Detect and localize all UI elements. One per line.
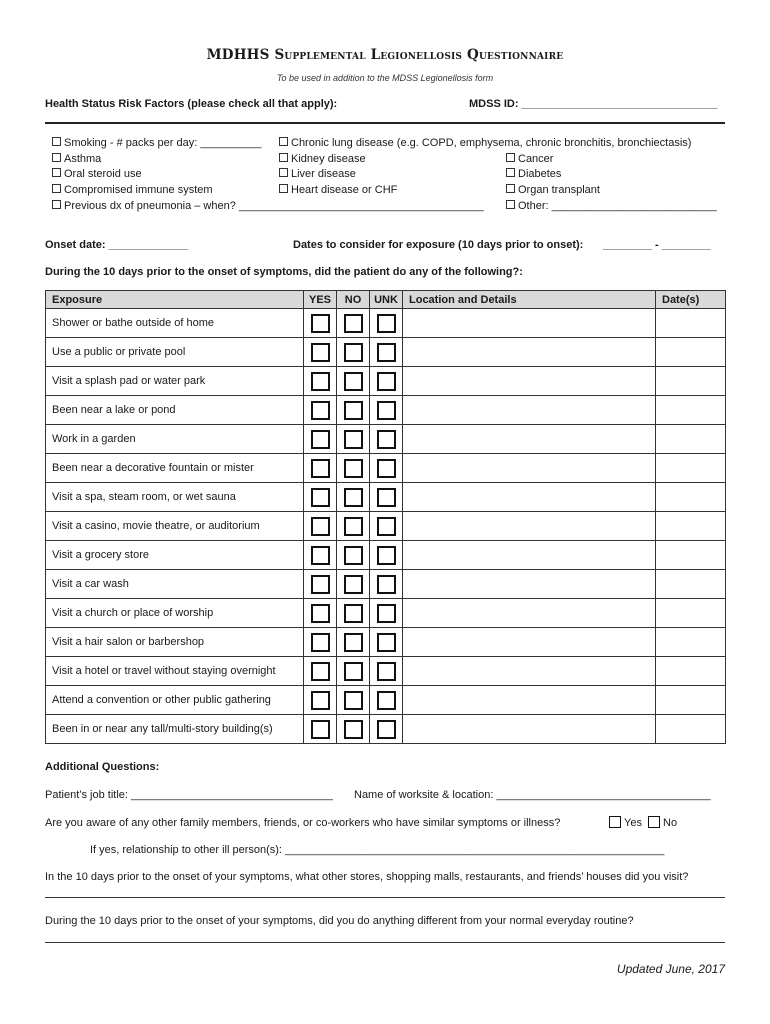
- checkbox-icon[interactable]: [506, 168, 515, 177]
- exposure-label: Visit a spa, steam room, or wet sauna: [46, 483, 304, 512]
- yes-cell: [304, 715, 337, 744]
- no-cell: [337, 425, 370, 454]
- yes-checkbox[interactable]: [311, 459, 330, 478]
- col-exposure: Exposure: [46, 291, 304, 309]
- yes-cell: [304, 686, 337, 715]
- checkbox-icon[interactable]: [52, 168, 61, 177]
- col-unk: UNK: [370, 291, 403, 309]
- dates-cell[interactable]: [656, 715, 726, 744]
- unk-cell: [370, 599, 403, 628]
- dates-cell[interactable]: [656, 338, 726, 367]
- table-row: [46, 512, 726, 541]
- exposure-dates-field[interactable]: ________ - ________: [603, 239, 711, 251]
- yes-checkbox[interactable]: [311, 633, 330, 652]
- no-checkbox[interactable]: [344, 575, 363, 594]
- table-row: [46, 541, 726, 570]
- unk-cell: [370, 425, 403, 454]
- stores-question: In the 10 days prior to the onset of your symptoms, what other stores, shopping malls, restaurants, and friends’ houses did you visit?: [45, 871, 689, 883]
- table-row: [46, 338, 726, 367]
- onset-date-field[interactable]: Onset date: _____________: [45, 239, 189, 251]
- checkbox-icon[interactable]: [279, 137, 288, 146]
- yes-cell: [304, 396, 337, 425]
- unk-cell: [370, 338, 403, 367]
- unk-cell: [370, 454, 403, 483]
- no-cell: [337, 454, 370, 483]
- location-details-cell[interactable]: [403, 425, 656, 454]
- dates-cell[interactable]: [656, 309, 726, 338]
- relationship-field[interactable]: If yes, relationship to other ill person(s): ______________________________________________________________: [90, 844, 665, 856]
- page-subtitle: To be used in addition to the MDSS Legionellosis form: [276, 73, 494, 83]
- no-checkbox[interactable]: [344, 691, 363, 710]
- risk-lung-disease[interactable]: Chronic lung disease (e.g. COPD, emphysema, chronic bronchitis, bronchiectasis): [279, 137, 691, 149]
- location-details-cell[interactable]: [403, 512, 656, 541]
- risk-liver[interactable]: Liver disease: [279, 168, 356, 180]
- dates-cell[interactable]: [656, 599, 726, 628]
- exposure-dates-label: Dates to consider for exposure (10 days prior to onset):: [293, 239, 584, 251]
- no-cell: [337, 715, 370, 744]
- risk-immune[interactable]: Compromised immune system: [52, 184, 213, 196]
- location-details-cell[interactable]: [403, 657, 656, 686]
- unk-checkbox[interactable]: [377, 720, 396, 739]
- exposure-label: Shower or bathe outside of home: [46, 309, 304, 338]
- no-cell: [337, 338, 370, 367]
- exposure-label: Been near a lake or pond: [46, 396, 304, 425]
- table-row: [46, 396, 726, 425]
- risk-asthma[interactable]: Asthma: [52, 153, 101, 165]
- exposure-label: Visit a grocery store: [46, 541, 304, 570]
- no-checkbox[interactable]: [344, 314, 363, 333]
- no-checkbox[interactable]: [344, 488, 363, 507]
- no-checkbox[interactable]: [344, 633, 363, 652]
- checkbox-icon[interactable]: [648, 816, 660, 828]
- page-title: MDHHS Supplemental Legionellosis Questionnaire: [206, 47, 564, 63]
- exposure-label: Been in or near any tall/multi-story building(s): [46, 715, 304, 744]
- yes-cell: [304, 512, 337, 541]
- dates-cell[interactable]: [656, 512, 726, 541]
- checkbox-icon[interactable]: [279, 184, 288, 193]
- yes-checkbox[interactable]: [311, 430, 330, 449]
- job-title-field[interactable]: Patient’s job title: _________________________________: [45, 789, 333, 801]
- dates-cell[interactable]: [656, 628, 726, 657]
- yes-checkbox[interactable]: [311, 546, 330, 565]
- checkbox-icon[interactable]: [506, 153, 515, 162]
- yes-checkbox[interactable]: [311, 401, 330, 420]
- risk-smoking[interactable]: Smoking - # packs per day: __________: [52, 137, 262, 149]
- exposure-label: Visit a hotel or travel without staying overnight: [46, 657, 304, 686]
- unk-checkbox[interactable]: [377, 604, 396, 623]
- health-status-heading: Health Status Risk Factors (please check all that apply):: [45, 98, 338, 110]
- unk-cell: [370, 657, 403, 686]
- no-cell: [337, 512, 370, 541]
- checkbox-icon[interactable]: [52, 184, 61, 193]
- location-details-cell[interactable]: [403, 570, 656, 599]
- yes-checkbox[interactable]: [311, 604, 330, 623]
- no-checkbox[interactable]: [344, 720, 363, 739]
- dates-cell[interactable]: [656, 367, 726, 396]
- exposure-label: Visit a car wash: [46, 570, 304, 599]
- dates-cell[interactable]: [656, 483, 726, 512]
- unk-checkbox[interactable]: [377, 459, 396, 478]
- yes-cell: [304, 599, 337, 628]
- dates-cell[interactable]: [656, 396, 726, 425]
- col-yes: YES: [304, 291, 337, 309]
- checkbox-icon[interactable]: [506, 200, 515, 209]
- no-cell: [337, 686, 370, 715]
- table-row: [46, 570, 726, 599]
- risk-diabetes[interactable]: Diabetes: [506, 168, 561, 180]
- location-details-cell[interactable]: [403, 338, 656, 367]
- table-row: [46, 367, 726, 396]
- similar-symptoms-question: Are you aware of any other family members, friends, or co-workers who have similar symptoms or illness?: [45, 817, 561, 829]
- yes-checkbox[interactable]: [311, 662, 330, 681]
- checkbox-icon[interactable]: [52, 153, 61, 162]
- no-cell: [337, 628, 370, 657]
- no-cell: [337, 483, 370, 512]
- risk-pneumonia[interactable]: Previous dx of pneumonia – when? ________________________________________: [52, 200, 484, 212]
- dates-cell[interactable]: [656, 425, 726, 454]
- yes-cell: [304, 367, 337, 396]
- checkbox-icon[interactable]: [609, 816, 621, 828]
- dates-cell[interactable]: [656, 541, 726, 570]
- no-cell: [337, 657, 370, 686]
- exposure-table: [45, 290, 726, 744]
- risk-organ-transplant[interactable]: Organ transplant: [506, 184, 600, 196]
- exposure-label: Work in a garden: [46, 425, 304, 454]
- worksite-field[interactable]: Name of worksite & location: ___________________________________: [354, 789, 711, 801]
- no-checkbox[interactable]: [344, 372, 363, 391]
- mdss-id-field[interactable]: MDSS ID: ________________________________: [469, 98, 718, 110]
- yes-cell: [304, 454, 337, 483]
- unk-checkbox[interactable]: [377, 546, 396, 565]
- unk-checkbox[interactable]: [377, 517, 396, 536]
- dates-cell[interactable]: [656, 657, 726, 686]
- unk-cell: [370, 396, 403, 425]
- table-row: [46, 309, 726, 338]
- no-cell: [337, 541, 370, 570]
- risk-other[interactable]: Other: ___________________________: [506, 200, 717, 212]
- yes-checkbox[interactable]: [311, 575, 330, 594]
- dates-cell[interactable]: [656, 454, 726, 483]
- table-row: [46, 454, 726, 483]
- stores-answer-line[interactable]: [45, 897, 725, 898]
- unk-checkbox[interactable]: [377, 401, 396, 420]
- checkbox-icon[interactable]: [279, 168, 288, 177]
- unk-cell: [370, 483, 403, 512]
- no-checkbox[interactable]: [344, 343, 363, 362]
- unk-checkbox[interactable]: [377, 691, 396, 710]
- yes-cell: [304, 425, 337, 454]
- no-checkbox[interactable]: [344, 546, 363, 565]
- exposure-label: Use a public or private pool: [46, 338, 304, 367]
- unk-cell: [370, 570, 403, 599]
- location-details-cell[interactable]: [403, 628, 656, 657]
- dates-cell[interactable]: [656, 570, 726, 599]
- unk-checkbox[interactable]: [377, 662, 396, 681]
- unk-checkbox[interactable]: [377, 343, 396, 362]
- no-checkbox[interactable]: [344, 459, 363, 478]
- yes-option[interactable]: Yes: [609, 816, 642, 829]
- location-details-cell[interactable]: [403, 483, 656, 512]
- unk-cell: [370, 628, 403, 657]
- dates-cell[interactable]: [656, 686, 726, 715]
- unk-checkbox[interactable]: [377, 575, 396, 594]
- yes-checkbox[interactable]: [311, 314, 330, 333]
- table-row: [46, 599, 726, 628]
- checkbox-icon[interactable]: [279, 153, 288, 162]
- no-checkbox[interactable]: [344, 430, 363, 449]
- yes-checkbox[interactable]: [311, 517, 330, 536]
- table-row: [46, 686, 726, 715]
- no-cell: [337, 309, 370, 338]
- exposure-label: Visit a church or place of worship: [46, 599, 304, 628]
- unk-cell: [370, 686, 403, 715]
- no-cell: [337, 367, 370, 396]
- unk-checkbox[interactable]: [377, 488, 396, 507]
- no-checkbox[interactable]: [344, 517, 363, 536]
- risk-oral-steroid[interactable]: Oral steroid use: [52, 168, 142, 180]
- unk-cell: [370, 541, 403, 570]
- unk-cell: [370, 367, 403, 396]
- yes-cell: [304, 483, 337, 512]
- yes-cell: [304, 541, 337, 570]
- risk-cancer[interactable]: Cancer: [506, 153, 553, 165]
- risk-heart[interactable]: Heart disease or CHF: [279, 184, 397, 196]
- no-cell: [337, 396, 370, 425]
- table-row: [46, 425, 726, 454]
- table-body: [46, 309, 726, 744]
- no-checkbox[interactable]: [344, 401, 363, 420]
- checkbox-icon[interactable]: [52, 137, 61, 146]
- yes-cell: [304, 570, 337, 599]
- unk-checkbox[interactable]: [377, 430, 396, 449]
- location-details-cell[interactable]: [403, 541, 656, 570]
- table-row: [46, 657, 726, 686]
- unk-cell: [370, 715, 403, 744]
- exposure-label: Visit a splash pad or water park: [46, 367, 304, 396]
- yes-checkbox[interactable]: [311, 372, 330, 391]
- location-details-cell[interactable]: [403, 686, 656, 715]
- no-checkbox[interactable]: [344, 662, 363, 681]
- location-details-cell[interactable]: [403, 599, 656, 628]
- checkbox-icon[interactable]: [52, 200, 61, 209]
- additional-heading: Additional Questions:: [45, 761, 160, 773]
- checkbox-icon[interactable]: [506, 184, 515, 193]
- risk-kidney[interactable]: Kidney disease: [279, 153, 366, 165]
- yes-cell: [304, 309, 337, 338]
- unk-checkbox[interactable]: [377, 372, 396, 391]
- exposure-label: Attend a convention or other public gathering: [46, 686, 304, 715]
- table-row: [46, 715, 726, 744]
- no-option[interactable]: No: [648, 816, 677, 829]
- table-header-row: [46, 291, 726, 309]
- col-no: NO: [337, 291, 370, 309]
- location-details-cell[interactable]: [403, 309, 656, 338]
- exposure-label: Been near a decorative fountain or mister: [46, 454, 304, 483]
- location-details-cell[interactable]: [403, 715, 656, 744]
- yes-checkbox[interactable]: [311, 343, 330, 362]
- col-location: Location and Details: [403, 291, 656, 309]
- yes-cell: [304, 628, 337, 657]
- unk-checkbox[interactable]: [377, 314, 396, 333]
- routine-answer-line[interactable]: [45, 942, 725, 943]
- exposure-label: Visit a casino, movie theatre, or auditorium: [46, 512, 304, 541]
- updated-date: Updated June, 2017: [616, 962, 725, 976]
- unk-cell: [370, 512, 403, 541]
- no-cell: [337, 599, 370, 628]
- no-cell: [337, 570, 370, 599]
- yes-checkbox[interactable]: [311, 488, 330, 507]
- no-checkbox[interactable]: [344, 604, 363, 623]
- yes-cell: [304, 657, 337, 686]
- location-details-cell[interactable]: [403, 454, 656, 483]
- table-row: [46, 628, 726, 657]
- yes-checkbox[interactable]: [311, 691, 330, 710]
- col-dates: Date(s): [656, 291, 726, 309]
- location-details-cell[interactable]: [403, 367, 656, 396]
- yes-checkbox[interactable]: [311, 720, 330, 739]
- exposure-label: Visit a hair salon or barbershop: [46, 628, 304, 657]
- unk-cell: [370, 309, 403, 338]
- yes-cell: [304, 338, 337, 367]
- exposure-question: During the 10 days prior to the onset of symptoms, did the patient do any of the following?:: [45, 266, 523, 278]
- routine-question: During the 10 days prior to the onset of your symptoms, did you do anything different from your normal everyday routine?: [45, 915, 634, 927]
- location-details-cell[interactable]: [403, 396, 656, 425]
- unk-checkbox[interactable]: [377, 633, 396, 652]
- header-divider: [45, 122, 725, 124]
- table-row: [46, 483, 726, 512]
